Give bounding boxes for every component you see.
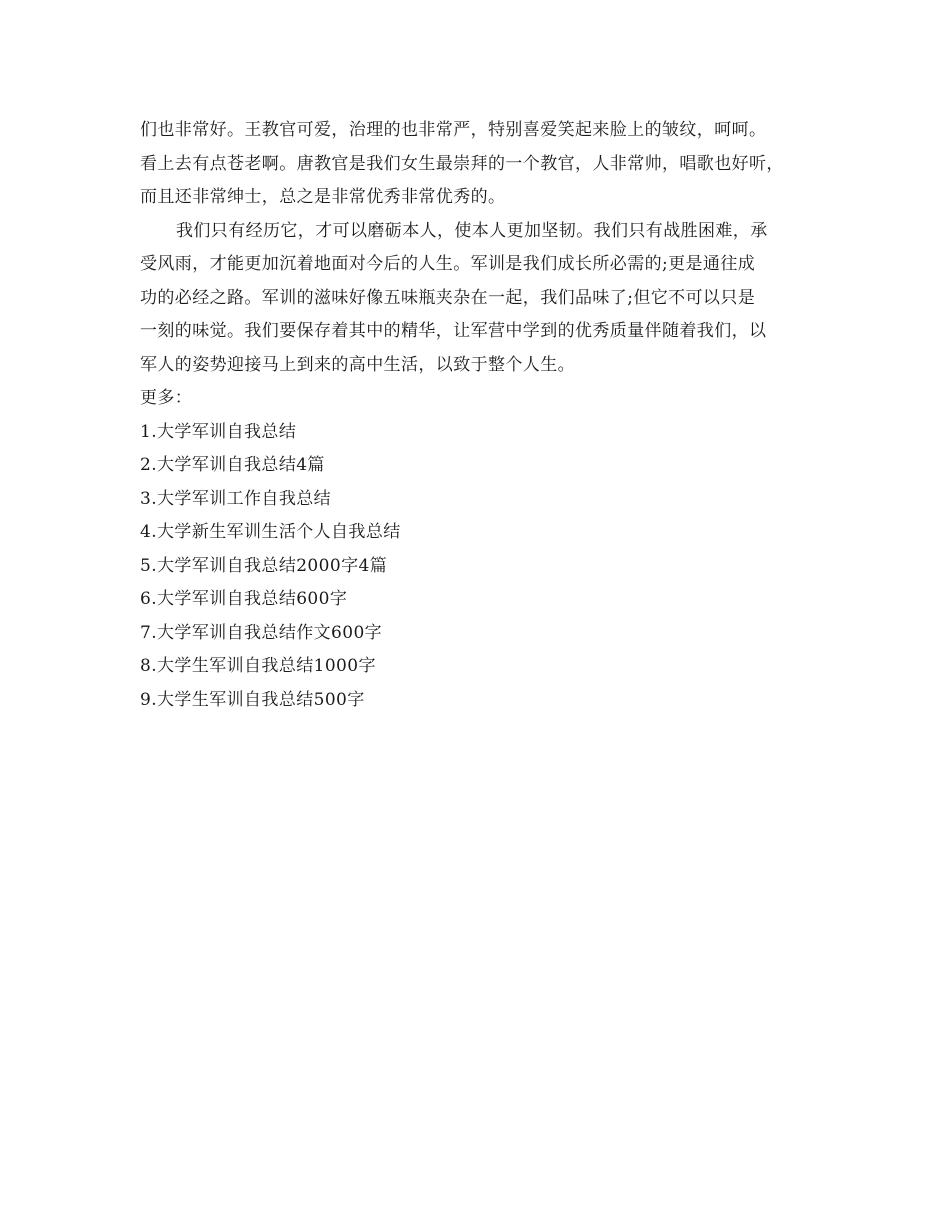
paragraph-conclusion — [140, 215, 820, 383]
paragraph-instructors — [140, 114, 820, 215]
related-link[interactable]: 3.大学军训工作自我总结 — [140, 488, 332, 509]
related-link[interactable]: 5.大学军训自我总结2000字4篇 — [140, 555, 388, 576]
text-line: 而且还非常绅士，总之是非常优秀非常优秀的。 — [140, 187, 506, 207]
related-links-list — [140, 416, 820, 718]
more-label: 更多： — [140, 388, 193, 408]
related-link[interactable]: 6.大学军训自我总结600字 — [140, 589, 348, 609]
related-link[interactable]: 2.大学军训自我总结4篇 — [140, 455, 325, 475]
text-line: 功的必经之路。军训的滋味好像五味瓶夹杂在一起，我们品味了;但它不可以只是 — [140, 287, 756, 308]
text-line: 一刻的味觉。我们要保存着其中的精华，让军营中学到的优秀质量伴随着我们，以 — [140, 321, 767, 341]
related-link[interactable]: 4.大学新生军训生活个人自我总结 — [140, 522, 401, 542]
text-line: 我们只有经历它，才可以磨砺本人，使本人更加坚韧。我们只有战胜困难，承 — [176, 220, 768, 241]
related-link[interactable]: 8.大学生军训自我总结1000字 — [140, 656, 376, 676]
related-link[interactable]: 9.大学生军训自我总结500字 — [140, 689, 365, 710]
text-line: 军人的姿势迎接马上到来的高中生活，以致于整个人生。 — [140, 354, 575, 375]
text-line: 们也非常好。王教官可爱，治理的也非常严，特别喜爱笑起来脸上的皱纹，呵呵。 — [140, 120, 767, 140]
text-line: 受风雨，才能更加沉着地面对今后的人生。军训是我们成长所必需的;更是通往成 — [140, 254, 756, 274]
related-link[interactable]: 1.大学军训自我总结 — [140, 421, 297, 442]
related-link[interactable]: 7.大学军训自我总结作文600字 — [140, 622, 383, 643]
document-body — [140, 114, 820, 717]
text-line: 看上去有点苍老啊。唐教官是我们女生最崇拜的一个教官，人非常帅，唱歌也好听， — [140, 153, 784, 174]
